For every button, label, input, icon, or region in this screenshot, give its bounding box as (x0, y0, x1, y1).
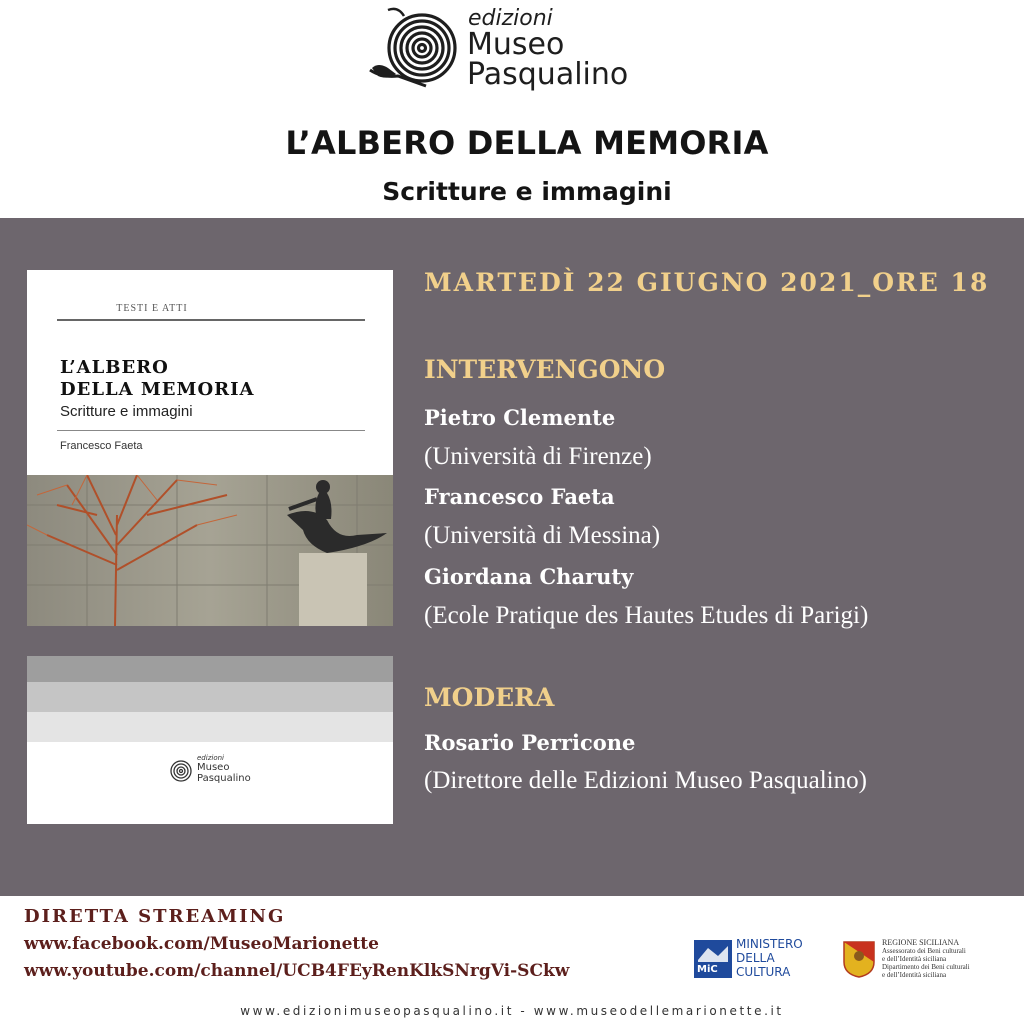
sicilia-line1: REGIONE SICILIANA (882, 938, 960, 947)
cover-publisher-line3: Pasqualino (197, 773, 251, 784)
book-series: TESTI E ATTI (116, 303, 188, 314)
page-subtitle: Scritture e immagini (382, 177, 672, 206)
moderator-affiliation: (Direttore delle Edizioni Museo Pasqualino) (424, 767, 867, 794)
mic-line1: MINISTERO (736, 937, 803, 951)
page-title: L’ALBERO DELLA MEMORIA (285, 124, 769, 162)
regione-siciliana-logo (842, 938, 992, 982)
cover-publisher-line1: edizioni (197, 754, 224, 762)
speaker-name: Francesco Faeta (424, 484, 615, 509)
book-title-line2: DELLA MEMORIA (60, 379, 255, 400)
spiral-snail-logo-icon (368, 4, 464, 96)
moderator-heading: MODERA (424, 683, 555, 712)
event-date: MARTEDÌ 22 GIUGNO 2021_ORE 18 (424, 268, 990, 297)
mic-line3: CULTURA (736, 965, 791, 979)
logo-text-edizioni: edizioni (468, 6, 553, 31)
streaming-label: DIRETTA STREAMING (24, 906, 286, 927)
moderator-name: Rosario Perricone (424, 730, 636, 755)
facebook-link[interactable]: www.facebook.com/MuseoMarionette (24, 934, 379, 954)
speaker-affiliation: (Ecole Pratique des Hautes Etudes di Parigi) (424, 602, 869, 629)
trinacria-shield-icon (842, 940, 876, 978)
cover-publisher-line2: Museo (197, 762, 230, 773)
book-author: Francesco Faeta (60, 440, 143, 452)
speaker-affiliation: (Università di Firenze) (424, 443, 652, 470)
cover-divider (57, 319, 365, 321)
book-cover-bottom (27, 656, 393, 824)
logo-text-pasqualino: Pasqualino (467, 57, 629, 92)
speaker-name: Pietro Clemente (424, 405, 616, 430)
speaker-affiliation: (Università di Messina) (424, 522, 661, 549)
book-cover-top (27, 270, 393, 475)
book-title-line1: L’ALBERO (60, 357, 169, 378)
spiral-snail-logo-icon (167, 758, 193, 784)
cover-publisher-logo (167, 754, 267, 788)
websites-footer[interactable]: www.edizionimuseopasqualino.it - www.museodellemarionette.it (240, 1004, 784, 1018)
cover-photo-tree-statue (27, 475, 393, 626)
sicilia-line4: Dipartimento dei Beni culturali (882, 963, 970, 971)
sicilia-line3: e dell’Identità siciliana (882, 955, 947, 963)
mic-line2: DELLA (736, 951, 775, 965)
cover-stripe (27, 682, 393, 712)
sicilia-line2: Assessorato dei Beni culturali (882, 947, 966, 955)
ministero-cultura-logo (694, 938, 824, 980)
cover-stripe (27, 656, 393, 682)
cover-stripe (27, 712, 393, 742)
speakers-heading: INTERVENGONO (424, 355, 666, 384)
mic-badge-text: MiC (697, 964, 718, 975)
logo-text-museo: Museo (467, 27, 565, 62)
book-subtitle: Scritture e immagini (60, 403, 193, 420)
mic-badge-icon (694, 940, 732, 978)
speaker-name: Giordana Charuty (424, 564, 634, 589)
sicilia-line5: e dell’Identità siciliana (882, 971, 947, 979)
publisher-logo (368, 4, 658, 96)
youtube-link[interactable]: www.youtube.com/channel/UCB4FEyRenKlkSNrgVi-SCkw (24, 961, 570, 981)
cover-divider (57, 430, 365, 431)
